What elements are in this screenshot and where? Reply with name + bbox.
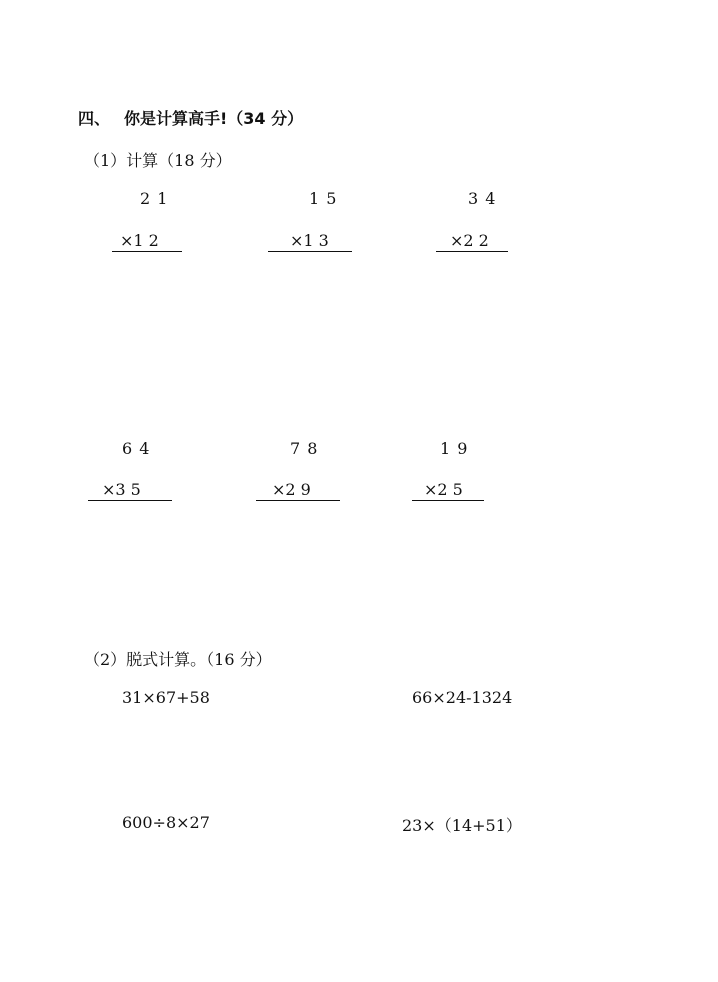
- problem-1-top: 2 1: [140, 189, 169, 208]
- expression-1: 31×67+58: [122, 688, 210, 707]
- problem-4-top: 6 4: [122, 439, 151, 458]
- section-number: 四、: [78, 109, 111, 128]
- problem-5-bottom: ×2 9: [256, 480, 340, 501]
- problem-5-top: 7 8: [290, 439, 319, 458]
- problem-3-top: 3 4: [468, 189, 497, 208]
- part1-heading: （1）计算（18 分）: [84, 151, 232, 170]
- problem-4-bottom: ×3 5: [88, 480, 172, 501]
- section-title: 你是计算高手!（34 分）: [124, 109, 304, 128]
- problem-6-bottom: ×2 5: [412, 480, 484, 501]
- expression-3: 600÷8×27: [122, 813, 210, 832]
- problem-1-bottom: ×1 2: [112, 231, 182, 252]
- problem-2-top: 1 5: [309, 189, 338, 208]
- expression-2: 66×24-1324: [412, 688, 513, 707]
- problem-6-top: 1 9: [440, 439, 469, 458]
- problem-3-bottom: ×2 2: [436, 231, 508, 252]
- expression-4: 23×（14+51）: [402, 816, 522, 835]
- part2-heading: （2）脱式计算。（16 分）: [84, 650, 272, 669]
- problem-2-bottom: ×1 3: [268, 231, 352, 252]
